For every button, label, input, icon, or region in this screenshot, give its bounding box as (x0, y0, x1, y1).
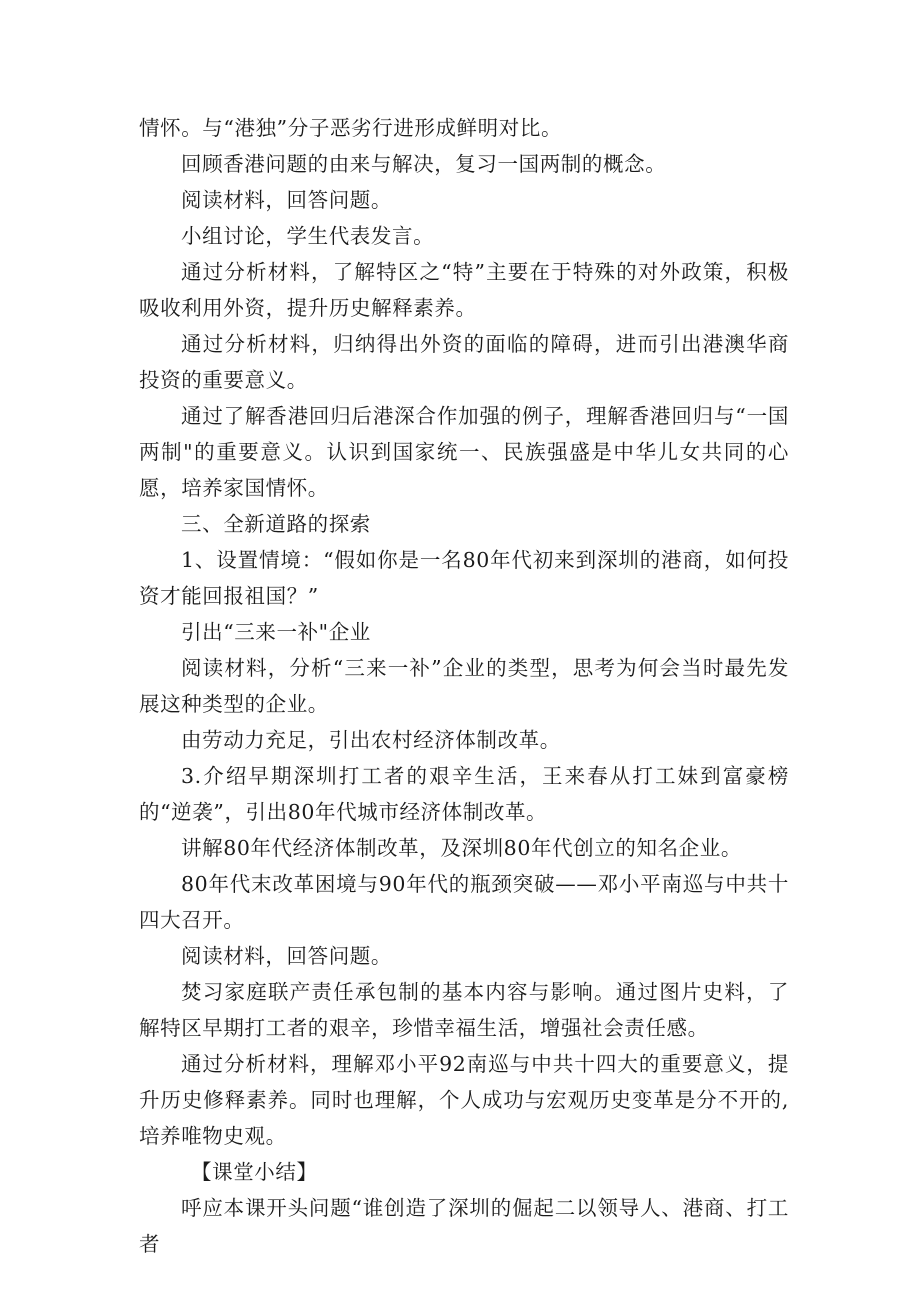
paragraph-economic-reform: 讲解80年代经济体制改革，及深圳80年代创立的知名企业。 (181, 836, 742, 860)
paragraph-rural-reform: 由劳动力充足，引出农村经济体制改革。 (181, 728, 561, 752)
paragraph-household-responsibility: 焚习家庭联产责任承包制的基本内容与影响。通过图片史料，了解特区早期打工者的艰辛，珍惜幸福生活，增强社会责任感。 (139, 980, 789, 1040)
paragraph-workers-life: 3.介绍早期深圳打工者的艰辛生活，王来春从打工妹到富豪榜的“逆袭”，引出80年代城市经济体制改革。 (139, 764, 789, 824)
section-heading-summary: 【课堂小结】 (191, 1160, 318, 1184)
paragraph-special-zone: 通过分析材料，了解特区之“特”主要在于特殊的对外政策，积极吸收利用外资，提升历史解释素养。 (139, 260, 789, 320)
paragraph-read-material-2: 阅读材料，回答问题。 (181, 944, 392, 968)
paragraph-read-material: 阅读材料，回答问题。 (181, 188, 392, 212)
paragraph-three-plus-one: 引出“三来一补"企业 (181, 620, 371, 644)
paragraph-review-hongkong: 回顾香港问题的由来与解决，复习一国两制的概念。 (181, 152, 667, 176)
paragraph-southern-tour: 80年代末改革困境与90年代的瓶颈突破——邓小平南巡与中共十四大召开。 (139, 872, 789, 932)
paragraph-scenario: 1、设置情境：“假如你是一名80年代初来到深圳的港商，如何投资才能回报祖国？” (139, 548, 789, 608)
paragraph-continuation: 情怀。与“港独”分子恶劣行进形成鲜明对比。 (139, 116, 563, 140)
paragraph-summary-opening: 呼应本课开头问题“谁创造了深圳的倔起二以领导人、港商、打工者 (139, 1196, 789, 1256)
paragraph-foreign-capital: 通过分析材料，归纳得出外资的面临的障碍，进而引出港澳华商投资的重要意义。 (139, 332, 789, 392)
paragraph-significance: 通过分析材料，理解邓小平92南巡与中共十四大的重要意义，提升历史修释素养。同时也理解，个人成功与宏观历史变革是分不开的,培养唯物史观。 (139, 1052, 789, 1148)
paragraph-hongkong-return: 通过了解香港回归后港深合作加强的例子，理解香港回归与“一国两制"的重要意义。认识到国家统一、民族强盛是中华儿女共同的心愿，培养家国情怀。 (139, 404, 789, 500)
section-heading-new-path: 三、全新道路的探索 (181, 512, 371, 536)
document-body (139, 110, 789, 1262)
paragraph-group-discussion: 小组讨论，学生代表发言。 (181, 224, 435, 248)
paragraph-analyze-enterprise: 阅读材料，分析“三来一补”企业的类型，思考为何会当时最先发展这种类型的企业。 (139, 656, 789, 716)
